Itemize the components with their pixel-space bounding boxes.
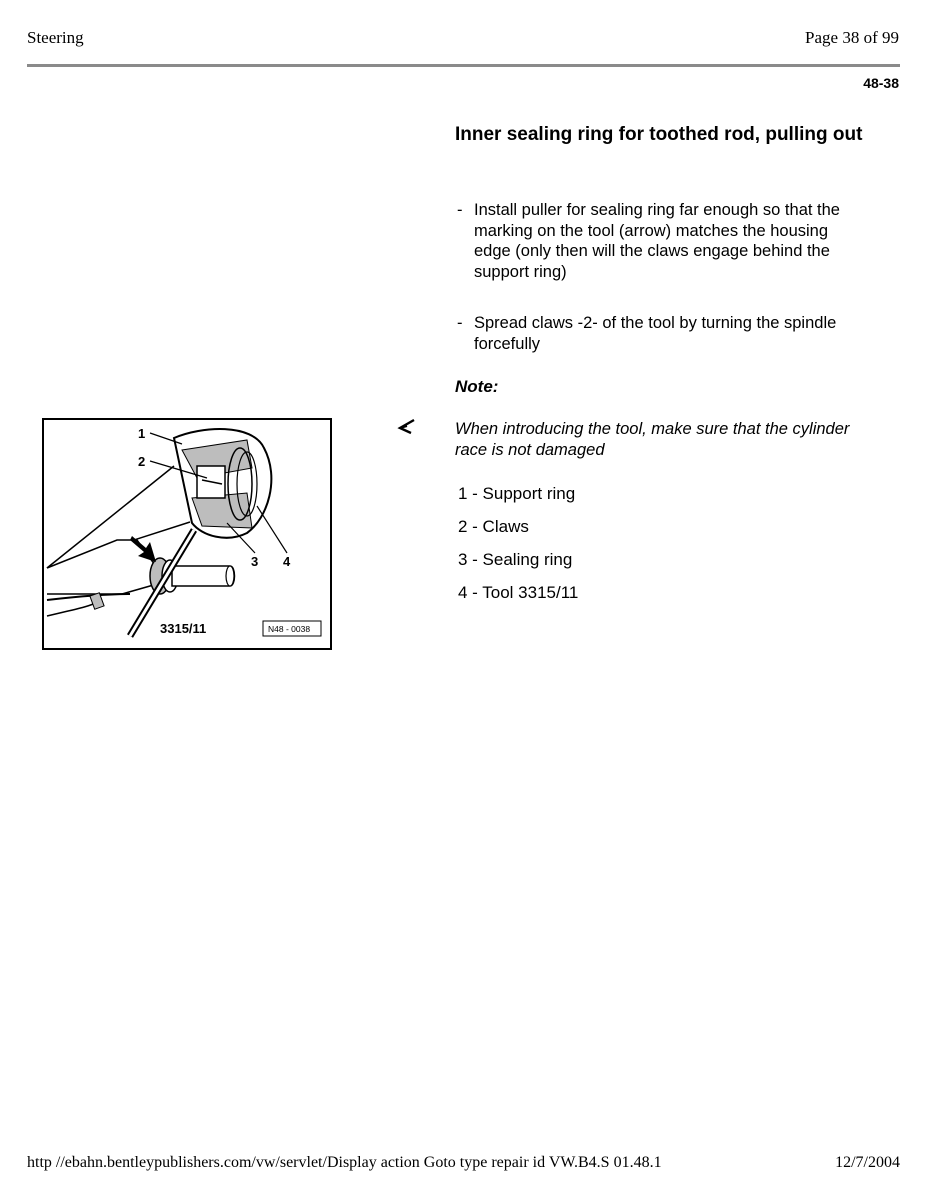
legend-item: 1 - Support ring (458, 484, 576, 503)
legend-item: 4 - Tool 3315/11 (458, 583, 579, 602)
procedure-step (457, 313, 857, 354)
figure-reference-code: N48 - 0038 (268, 624, 311, 634)
procedure-step (457, 200, 857, 282)
header-divider (27, 64, 900, 67)
note-label: Note: (455, 377, 499, 396)
step-bullet: - (457, 201, 463, 219)
callout-label: 1 (138, 426, 146, 441)
callout-label: 3 (251, 554, 259, 569)
procedure-title: Inner sealing ring for toothed rod, pulling out (455, 124, 863, 145)
page-indicator: Page 38 of 99 (805, 28, 899, 47)
callout-label: 2 (138, 454, 146, 469)
step-bullet: - (457, 314, 463, 332)
parts-legend (458, 483, 578, 615)
note-text: When introducing the tool, make sure that the cylinder race is not damaged (455, 420, 850, 459)
header-section-title: Steering (27, 28, 84, 47)
tool-illustration (42, 418, 332, 650)
legend-item: 2 - Claws (458, 517, 529, 536)
tool-number-label: 3315/11 (160, 621, 207, 636)
footer-date: 12/7/2004 (835, 1154, 900, 1171)
page-code: 48-38 (863, 75, 899, 91)
step-text: Spread claws -2- of the tool by turning the spindle forcefully (474, 314, 837, 353)
footer-url: http //ebahn.bentleypublishers.com/vw/servlet/Display action Goto type repair id VW.B4.S 01.48.1 (27, 1154, 662, 1171)
callout-label: 4 (283, 554, 291, 569)
step-text: Install puller for sealing ring far enough so that the marking on the tool (arrow) matches the housing edge (only then will the claws engage behind the support ring) (474, 201, 840, 281)
legend-item: 3 - Sealing ring (458, 550, 573, 569)
page-footer (27, 1154, 900, 1172)
arrow-pointer-icon (397, 417, 417, 437)
